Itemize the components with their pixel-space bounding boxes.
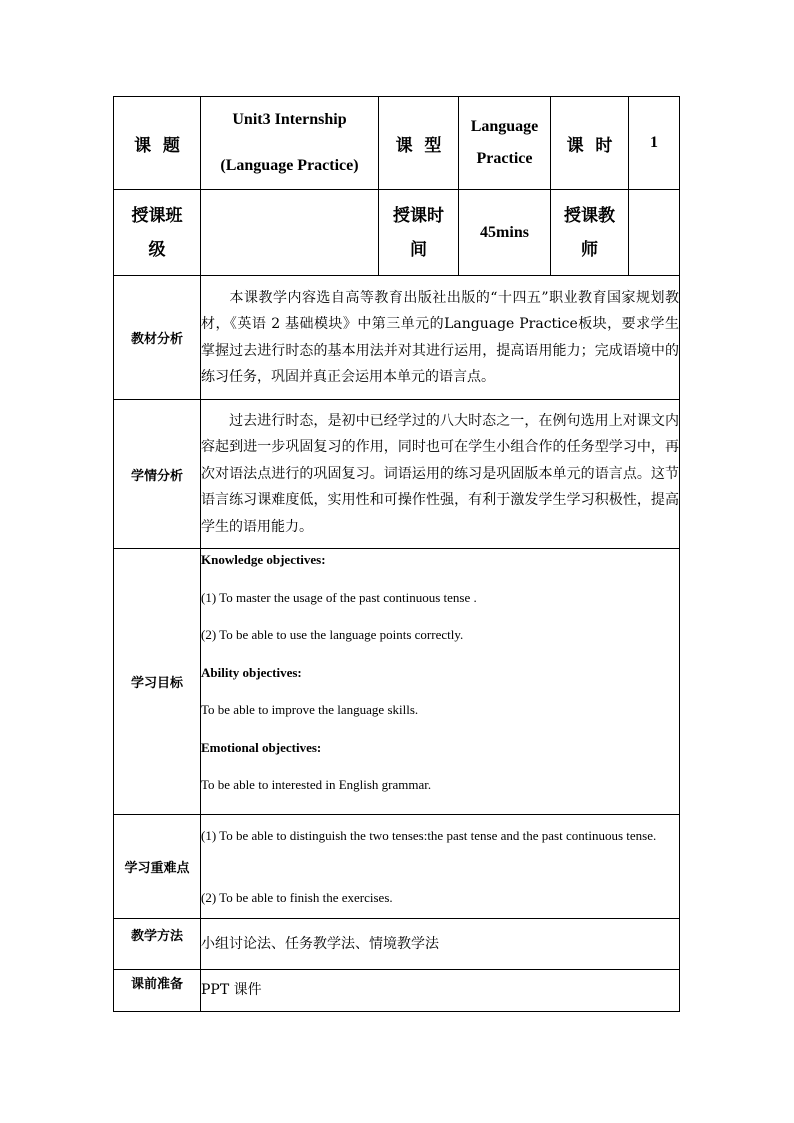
learner-label: 学情分析: [130, 468, 183, 484]
class-label-line1: 授课班: [131, 205, 183, 226]
emotional-heading: Emotional objectives:: [201, 739, 322, 755]
objectives-row: [114, 549, 680, 815]
subject-label: 课 题: [134, 135, 180, 156]
preparation-label: 课前准备: [130, 976, 183, 992]
time-label-line1: 授课时: [393, 205, 444, 226]
lesson-title-line1: Unit3 Internship: [232, 111, 347, 128]
type-label: 课 型: [395, 135, 442, 156]
knowledge-item-2: (2) To be able to use the language points correctly.: [201, 627, 464, 642]
type-value-line2: Practice: [476, 150, 533, 167]
header-row-1: [114, 97, 680, 190]
objectives-content-cell: [201, 549, 680, 815]
type-value-cell: [459, 97, 551, 190]
methods-text: 小组讨论法、任务教学法、情境教学法: [201, 936, 439, 952]
period-value: 1: [650, 134, 658, 151]
lesson-plan-table: [113, 96, 680, 1012]
header-row-2: [114, 190, 680, 276]
teacher-label-line2: 师: [581, 239, 598, 260]
learner-row: [114, 400, 680, 549]
textbook-label-cell: [114, 276, 201, 400]
period-value-cell: [629, 97, 680, 190]
subject-label-cell: [114, 97, 201, 190]
lesson-title-cell: [201, 97, 379, 190]
difficulties-label-cell: [114, 814, 201, 918]
teacher-label-cell: [551, 190, 629, 276]
learner-text: 过去进行时态，是初中已经学过的八大时态之一，在例句选用上对课文内容起到进一步巩固复习的作用，同时也可在学生小组合作的任务型学习中，再次对语法点进行的巩固复习。词语运用的练习是巩固版本单元的语言点。这节语言练习课难度低，实用性和可操作性强，有利于激发学生学习积极性，提高学生的语用能力。: [201, 412, 679, 535]
methods-text-cell: [201, 918, 680, 969]
preparation-text-cell: [201, 969, 680, 1011]
objectives-label: 学习目标: [130, 675, 183, 691]
type-value-line1: Language: [470, 118, 539, 135]
difficulties-content-cell: [201, 814, 680, 918]
difficulty-item-1: (1) To be able to distinguish the two tenses:the past tense and the past continuous tense.: [201, 828, 657, 843]
textbook-text-cell: [201, 276, 680, 400]
teacher-value-cell: [629, 190, 680, 276]
textbook-row: [114, 276, 680, 400]
class-label-line2: 级: [148, 239, 166, 260]
learner-text-cell: [201, 400, 680, 549]
preparation-label-cell: [114, 969, 201, 1011]
preparation-text: PPT 课件: [201, 982, 262, 998]
textbook-label: 教材分析: [130, 332, 183, 347]
difficulties-row: [114, 814, 680, 918]
emotional-item-1: To be able to interested in English grammar.: [201, 777, 432, 792]
class-label-cell: [114, 190, 201, 276]
time-label-cell: [379, 190, 459, 276]
lesson-plan-page: [113, 96, 679, 1012]
period-label: 课 时: [566, 135, 613, 156]
time-label-line2: 间: [410, 239, 427, 260]
knowledge-item-1: (1) To master the usage of the past continuous tense .: [201, 589, 477, 605]
objectives-label-cell: [114, 549, 201, 815]
methods-label-cell: [114, 918, 201, 969]
class-value-cell: [201, 190, 379, 276]
time-value: 45mins: [480, 223, 529, 241]
type-label-cell: [379, 97, 459, 190]
time-value-cell: [459, 190, 551, 276]
knowledge-heading: Knowledge objectives:: [201, 552, 326, 567]
lesson-title-line2: (Language Practice): [220, 157, 359, 174]
teacher-label-line1: 授课教: [564, 205, 615, 226]
period-label-cell: [551, 97, 629, 190]
preparation-row: [114, 969, 680, 1011]
ability-item-1: To be able to improve the language skills.: [201, 702, 419, 717]
textbook-text: 本课教学内容选自高等教育出版社出版的“十四五”职业教育国家规划教材，《英语 2 基础模块》中第三单元的Language Practice板块，要求学生掌握过去进行时态的基本用法并对其进行运用，提高语用能力；完成语境中的练习任务，巩固并真正会运用本单元的语言点。: [201, 289, 679, 385]
methods-row: [114, 918, 680, 969]
difficulties-label: 学习重难点: [124, 860, 190, 876]
methods-label: 教学方法: [130, 928, 183, 944]
learner-label-cell: [114, 400, 201, 549]
difficulty-item-2: (2) To be able to finish the exercises.: [201, 890, 393, 905]
ability-heading: Ability objectives:: [201, 664, 302, 680]
